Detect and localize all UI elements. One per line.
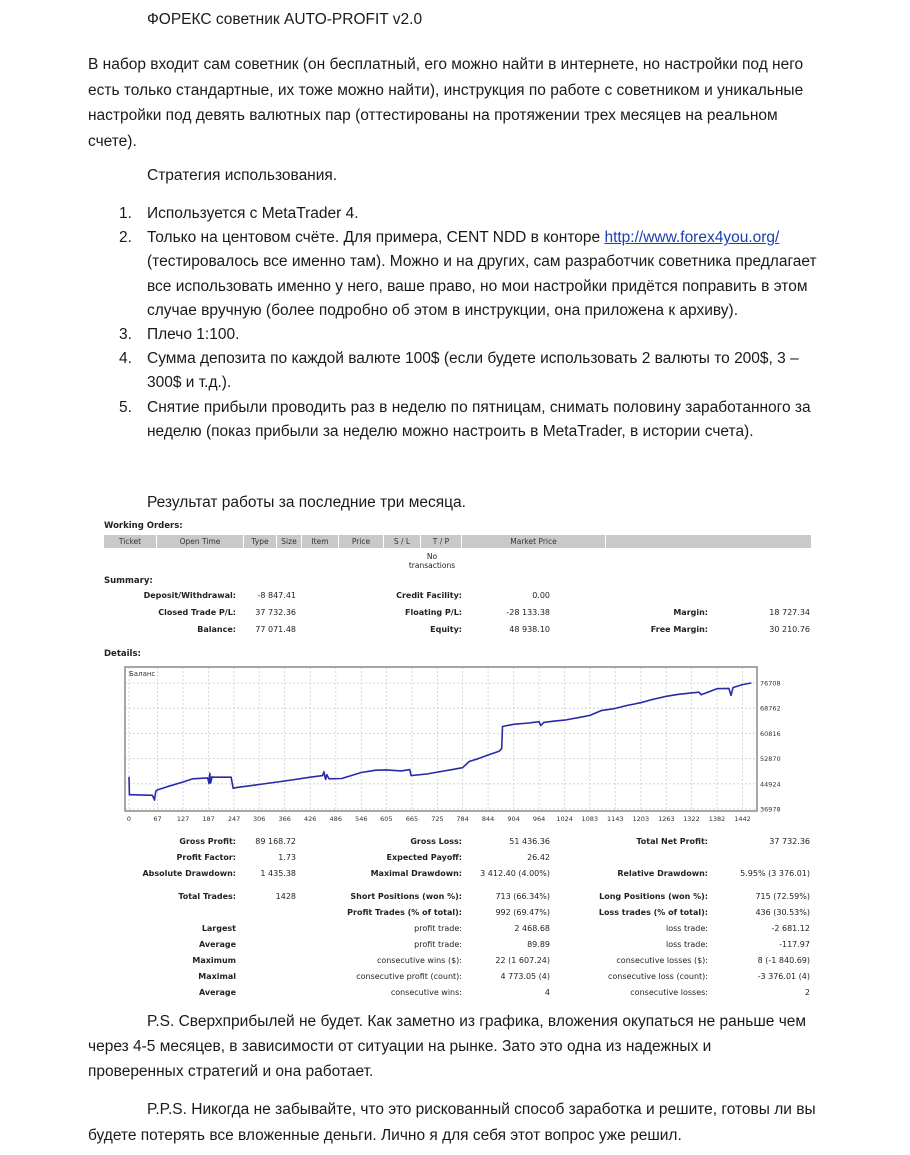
balance-data-point (666, 696, 667, 697)
maximal-drawdown-value: 3 412.40 (4.00%) (480, 869, 550, 878)
total-trades-label: Total Trades: (178, 892, 236, 901)
balance-data-point (208, 783, 209, 784)
closed-pl-label: Closed Trade P/L: (158, 608, 236, 617)
deposit-value: -8 847.41 (257, 591, 296, 600)
closed-pl-value: 37 732.36 (255, 608, 296, 617)
stat-row-mid-value: 4 773.05 (4) (500, 972, 550, 981)
balance-value: 77 071.48 (255, 625, 296, 634)
equity-label: Equity: (430, 625, 462, 634)
balance-data-point (539, 721, 540, 722)
stat-row-mid-value: 89.89 (527, 940, 550, 949)
total-net-profit-value: 37 732.36 (769, 837, 810, 846)
x-tick-label: 1322 (683, 815, 700, 823)
balance-data-point (736, 686, 737, 687)
profit-trades-label: Profit Trades (% of total): (347, 908, 462, 917)
y-tick-label: 44924 (760, 780, 781, 789)
x-tick-label: 486 (329, 815, 342, 823)
profit-factor-label: Profit Factor: (176, 853, 236, 862)
balance-data-point (130, 794, 131, 795)
balance-data-point (310, 777, 311, 778)
x-tick-label: 426 (304, 815, 317, 823)
balance-data-point (543, 722, 544, 723)
profit-factor-value: 1.73 (278, 853, 296, 862)
y-tick-label: 36978 (760, 805, 781, 814)
margin-label: Margin: (673, 608, 708, 617)
balance-data-point (386, 769, 387, 770)
balance-data-point (742, 684, 743, 685)
balance-data-point (677, 694, 678, 695)
rule-number: 3. (119, 326, 132, 344)
balance-data-point (155, 791, 156, 792)
rules-list (100, 202, 840, 444)
x-tick-label: 1024 (556, 815, 573, 823)
deposit-label: Deposit/Withdrawal: (143, 591, 236, 600)
rule-item (100, 396, 837, 444)
y-tick-label: 76708 (760, 679, 781, 688)
relative-drawdown-label: Relative Drawdown: (617, 869, 708, 878)
balance-data-point (341, 778, 342, 779)
balance-data-point (437, 772, 438, 773)
col-open-time: Open Time (157, 535, 244, 548)
balance-data-point (750, 682, 751, 683)
loss-trades-value: 436 (30.53%) (755, 908, 810, 917)
balance-data-point (701, 694, 702, 695)
pps-line-1: P.P.S. Никогда не забывайте, что это рискованный способ заработка и решите, готовы ли вы (147, 1101, 816, 1118)
balance-data-point (513, 724, 514, 725)
balance-data-point (213, 777, 214, 778)
x-tick-label: 247 (227, 815, 241, 823)
forex4you-link[interactable]: http://www.forex4you.org/ (604, 229, 780, 247)
stat-row-label: Maximal (198, 972, 236, 981)
balance-data-point (211, 776, 212, 777)
working-orders-label: Working Orders: (104, 521, 183, 531)
balance-data-point (361, 772, 362, 773)
balance-data-point (652, 699, 653, 700)
balance-data-point (452, 769, 453, 770)
gross-profit-label: Gross Profit: (179, 837, 236, 846)
stat-row-right-value: -3 376.01 (4) (757, 972, 810, 981)
balance-data-point (626, 705, 627, 706)
x-tick-label: 546 (355, 815, 368, 823)
col-item: Item (302, 535, 339, 548)
maximal-drawdown-label: Maximal Drawdown: (370, 869, 462, 878)
chart-frame (125, 667, 757, 811)
balance-data-point (409, 769, 410, 770)
rule-text: Снятие прибыли проводить раз в неделю по пятницам, снимать половину заработанного за неделю (показ прибыли за неделю можно настроить в MetaTrader, в истории счета). (147, 398, 811, 440)
balance-data-point (477, 758, 478, 759)
col-size: Size (277, 535, 302, 548)
stat-row-right-value: -117.97 (779, 940, 810, 949)
expected-payoff-label: Expected Payoff: (386, 853, 462, 862)
balance-data-point (730, 695, 731, 696)
rule-text: Только на центовом счёте. Для примера, CENT NDD в конторе (147, 229, 605, 247)
balance-data-point (487, 754, 488, 755)
rule-number: 4. (119, 350, 132, 368)
rule-text: Используется с MetaTrader 4. (147, 205, 359, 222)
balance-data-point (322, 775, 323, 776)
balance-data-point (579, 717, 580, 718)
x-tick-label: 784 (456, 815, 469, 823)
balance-data-point (259, 784, 260, 785)
y-tick-label: 52870 (760, 755, 781, 764)
stat-row-right-label: consecutive losses ($): (616, 956, 708, 965)
gross-loss-label: Gross Loss: (410, 837, 462, 846)
x-tick-label: 844 (481, 815, 495, 823)
col-price: Price (339, 535, 384, 548)
balance-data-point (328, 778, 329, 779)
balance-data-point (589, 715, 590, 716)
balance-data-point (499, 751, 500, 752)
x-tick-label: 1382 (708, 815, 726, 823)
balance-data-point (128, 777, 129, 778)
balance-data-point (426, 773, 427, 774)
balance-data-point (375, 770, 376, 771)
balance-series-line (129, 683, 751, 800)
stat-row-right-label: consecutive loss (count): (608, 972, 708, 981)
col-tp: T / P (421, 535, 462, 548)
x-tick-label: 964 (532, 815, 546, 823)
rule-text-continued: (тестировалось все именно там). Можно и на других, сам разработчик советника предлагает все использовать именно у него, ваше право, но мои настройки придётся поправить в этом случае вручную (более подробно об этом в инструкции, она приложена к архиву). (147, 253, 817, 319)
floating-pl-value: -28 133.38 (506, 608, 550, 617)
stat-row-label: Average (198, 988, 236, 997)
stat-row-mid-value: 22 (1 607.24) (495, 956, 550, 965)
balance-data-point (410, 775, 411, 776)
balance-data-point (326, 774, 327, 775)
ps-line-1: P.S. Сверхприбылей не будет. Как заметно из графика, вложения окупаться не раньше чем (147, 1013, 807, 1030)
x-tick-label: 306 (252, 815, 266, 823)
y-tick-label: 68762 (760, 704, 781, 713)
long-positions-label: Long Positions (won %): (599, 892, 708, 901)
balance-data-point (691, 692, 692, 693)
relative-drawdown-value: 5.95% (3 376.01) (740, 869, 810, 878)
stat-row-mid-label: consecutive wins: (390, 988, 462, 997)
ps-line-3: проверенных стратегий и она работает. (88, 1063, 374, 1080)
ps-line-2: через 4-5 месяцев, в зависимости от ситуации на рынке. Зато это одна из надежных и (88, 1038, 712, 1055)
col-sl: S / L (384, 535, 421, 548)
x-tick-label: 904 (507, 815, 520, 823)
rule-number: 1. (119, 205, 132, 222)
x-tick-label: 0 (126, 815, 132, 823)
balance-data-point (192, 778, 193, 779)
balance-chart (124, 666, 781, 836)
credit-value: 0.00 (532, 591, 550, 600)
balance-data-point (728, 688, 729, 689)
balance-data-point (209, 773, 210, 774)
balance-data-point (233, 788, 234, 789)
short-positions-label: Short Positions (won %): (350, 892, 462, 901)
free-margin-value: 30 210.76 (769, 625, 810, 634)
total-trades-value: 1428 (275, 892, 296, 901)
balance-data-point (207, 777, 208, 778)
summary-label: Summary: (104, 576, 153, 586)
balance-data-point (462, 767, 463, 768)
x-tick-label: 605 (380, 815, 393, 823)
balance-data-point (284, 780, 285, 781)
stat-row-mid-label: profit trade: (414, 924, 462, 933)
rule-text: Плечо 1:100. (147, 326, 240, 344)
rule-item (100, 202, 840, 226)
balance-data-point (323, 771, 324, 772)
balance-data-point (733, 687, 734, 688)
x-tick-label: 1143 (607, 815, 624, 823)
floating-pl-label: Floating P/L: (405, 608, 462, 617)
stat-row-mid-value: 4 (544, 988, 550, 997)
balance-data-point (501, 748, 502, 749)
balance-data-point (235, 787, 236, 788)
stat-row-mid-value: 2 468.68 (514, 924, 550, 933)
balance-data-point (540, 725, 541, 726)
intro-paragraph: В набор входит сам советник (он бесплатный, его можно найти в интернете, но настройки под него есть только стандартные, их тоже можно найти), инструкция по работе с советником и уникальные настройки под девять валютных пар (оттестированы на протяжении трех месяцев на реальном счете). (88, 56, 804, 150)
rule-item (100, 323, 840, 347)
stat-row-mid-label: consecutive profit (count): (356, 972, 462, 981)
balance-data-point (469, 761, 470, 762)
stat-row-label: Maximum (192, 956, 236, 965)
rule-text: Сумма депозита по каждой валюте 100$ (если будете использовать 2 валюты то 200$, 3 – 300$ и т.д.). (147, 350, 799, 392)
balance-data-point (528, 722, 529, 723)
balance-data-point (152, 795, 153, 796)
balance-data-point (154, 799, 155, 800)
orders-table-header (104, 535, 811, 548)
rule-item (100, 226, 840, 323)
stat-row-mid-label: profit trade: (414, 940, 462, 949)
col-empty (606, 535, 811, 548)
document-title: ФОРЕКС советник AUTO-PROFIT v2.0 (147, 11, 423, 28)
stat-row-right-label: loss trade: (665, 924, 708, 933)
balance-data-point (716, 688, 717, 689)
x-tick-label: 1442 (734, 815, 751, 823)
balance-data-point (157, 789, 158, 790)
rule-number: 5. (119, 398, 132, 416)
expected-payoff-value: 26.42 (527, 853, 550, 862)
balance-data-point (564, 720, 565, 721)
total-net-profit-label: Total Net Profit: (636, 837, 708, 846)
x-tick-label: 366 (278, 815, 291, 823)
stat-row-label: Largest (201, 924, 236, 933)
details-label: Details: (104, 649, 141, 659)
absolute-drawdown-label: Absolute Drawdown: (142, 869, 236, 878)
x-tick-label: 1083 (581, 815, 599, 823)
balance-data-point (601, 710, 602, 711)
balance-data-point (182, 781, 183, 782)
balance-data-point (401, 770, 402, 771)
loss-trades-label: Loss trades (% of total): (598, 908, 708, 917)
balance-data-point (231, 777, 232, 778)
profit-trades-value: 992 (69.47%) (495, 908, 550, 917)
strategy-heading: Стратегия использования. (147, 167, 338, 184)
balance-data-point (325, 779, 326, 780)
balance-label: Balance: (197, 625, 236, 634)
stat-row-label: Average (198, 940, 236, 949)
stat-row-right-value: 2 (804, 988, 810, 997)
col-market-price: Market Price (462, 535, 606, 548)
result-heading: Результат работы за последние три месяца. (147, 494, 466, 511)
y-tick-label: 60816 (760, 729, 781, 738)
gross-loss-value: 51 436.36 (509, 837, 550, 846)
short-positions-value: 713 (66.34%) (495, 892, 550, 901)
free-margin-label: Free Margin: (650, 625, 708, 634)
long-positions-value: 715 (72.59%) (755, 892, 810, 901)
col-ticket: Ticket (104, 535, 157, 548)
credit-label: Credit Facility: (396, 591, 462, 600)
col-type: Type (244, 535, 277, 548)
balance-data-point (615, 708, 616, 709)
balance-data-point (554, 720, 555, 721)
balance-data-point (167, 786, 168, 787)
absolute-drawdown-value: 1 435.38 (260, 869, 296, 878)
x-tick-label: 1203 (632, 815, 650, 823)
rule-number: 2. (119, 229, 132, 247)
balance-data-point (698, 692, 699, 693)
x-tick-label: 127 (176, 815, 190, 823)
x-tick-label: 725 (431, 815, 444, 823)
balance-data-point (210, 782, 211, 783)
pps-line-2: будете потерять все вложенные деньги. Лично я для себя этот вопрос уже решил. (88, 1127, 682, 1144)
equity-value: 48 938.10 (509, 625, 550, 634)
x-tick-label: 665 (405, 815, 419, 823)
stat-row-right-value: -2 681.12 (771, 924, 810, 933)
rule-item (100, 347, 837, 395)
legend-balance: Баланс (129, 670, 156, 678)
stat-row-mid-label: consecutive wins ($): (376, 956, 462, 965)
stat-row-right-value: 8 (-1 840.69) (757, 956, 810, 965)
x-tick-label: 67 (153, 815, 162, 823)
no-transactions-text: No transactions (408, 552, 456, 570)
x-tick-label: 1263 (658, 815, 675, 823)
balance-chart-svg (124, 666, 781, 836)
balance-data-point (640, 702, 641, 703)
balance-data-point (502, 726, 503, 727)
margin-value: 18 727.34 (769, 608, 810, 617)
gross-profit-value: 89 168.72 (255, 837, 296, 846)
x-tick-label: 187 (202, 815, 215, 823)
stat-row-right-label: loss trade: (665, 940, 708, 949)
stat-row-right-label: consecutive losses: (630, 988, 708, 997)
